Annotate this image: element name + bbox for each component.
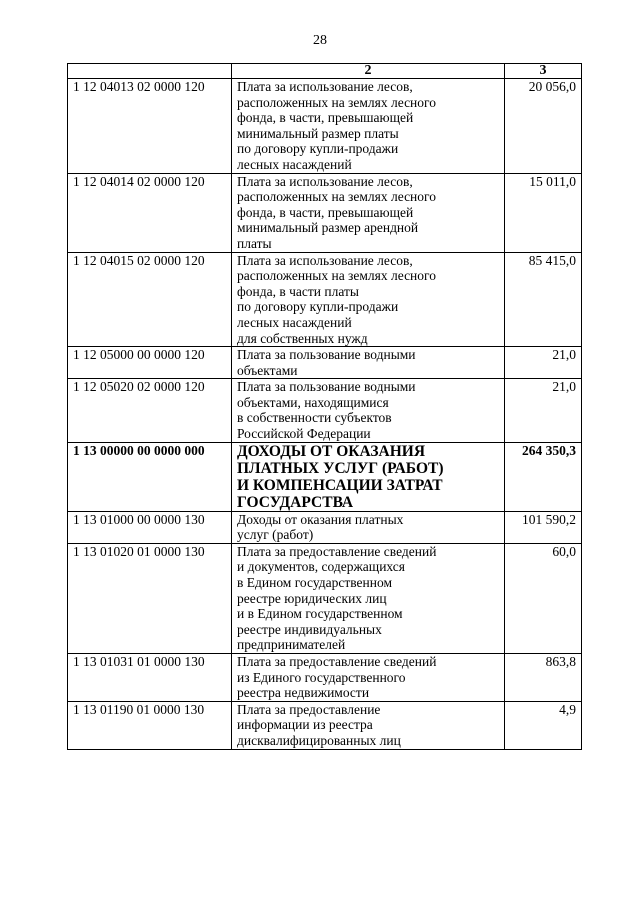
description-line: для собственных нужд [237,330,368,346]
row-description [232,379,505,442]
description-line: Плата за предоставление сведений [237,543,437,559]
amount: 60,0 [505,543,582,653]
header-col-3: 3 [505,64,582,79]
description-line: в Едином государственном [237,575,392,591]
description-line: минимальный размер арендной [237,220,419,236]
amount: 20 056,0 [505,79,582,174]
description-line: ДОХОДЫ ОТ ОКАЗАНИЯ [237,442,426,460]
table-row [68,511,582,543]
description-line: и документов, содержащихся [237,559,405,575]
description-line: информации из реестра [237,717,373,733]
description-line: объектами [237,362,298,378]
description-line: лесных насаждений [237,156,352,172]
table-row [68,347,582,379]
row-description [232,79,505,174]
row-description [232,442,505,511]
budget-code: 1 12 04014 02 0000 120 [68,173,232,252]
table-row [68,379,582,442]
table-row [68,543,582,653]
row-description [232,347,505,379]
description-line: расположенных на землях лесного [237,94,436,110]
table-row [68,252,582,347]
amount: 101 590,2 [505,511,582,543]
description-line: Плата за пользование водными [237,347,416,363]
description-line: фонда, в части, превышающей [237,204,414,220]
amount: 21,0 [505,379,582,442]
table-row [68,173,582,252]
description-line: Плата за использование лесов, [237,79,413,94]
row-description [232,543,505,653]
row-description [232,173,505,252]
amount: 21,0 [505,347,582,379]
description-line: реестре индивидуальных [237,621,382,637]
description-line: предпринимателей [237,637,346,653]
amount: 4,9 [505,701,582,749]
description-line: платы [237,235,272,251]
amount: 264 350,3 [505,442,582,511]
description-line: Плата за использование лесов, [237,173,413,189]
budget-code: 1 13 01190 01 0000 130 [68,701,232,749]
description-line: Плата за предоставление сведений [237,654,437,669]
amount: 85 415,0 [505,252,582,347]
row-description [232,701,505,749]
table-row [68,701,582,749]
budget-code: 1 12 05000 00 0000 120 [68,347,232,379]
header-col-2: 2 [232,64,505,79]
description-line: фонда, в части платы [237,283,359,299]
description-line: услуг (работ) [237,527,314,543]
budget-code: 1 12 04015 02 0000 120 [68,252,232,347]
description-line: и в Едином государственном [237,606,403,622]
table-row-section-total [68,442,582,511]
table-row [68,79,582,174]
amount: 15 011,0 [505,173,582,252]
description-line: в собственности субъектов [237,410,392,426]
page-number: 28 [313,33,327,48]
description-line: минимальный размер платы [237,125,399,141]
amount: 863,8 [505,654,582,702]
budget-code: 1 13 00000 00 0000 000 [68,442,232,511]
budget-code: 1 13 01020 01 0000 130 [68,543,232,653]
description-line: лесных насаждений [237,314,352,330]
description-line: Доходы от оказания платных [237,511,404,527]
description-line: расположенных на землях лесного [237,268,436,284]
description-line: Плата за пользование водными [237,379,416,395]
description-line: Российской Федерации [237,426,371,442]
row-description [232,511,505,543]
description-line: реестра недвижимости [237,685,370,701]
budget-code: 1 12 05020 02 0000 120 [68,379,232,442]
budget-table [67,63,582,750]
description-line: ПЛАТНЫХ УСЛУГ (РАБОТ) [237,459,444,477]
description-line: Плата за использование лесов, [237,252,413,268]
table-header-row [68,64,582,79]
description-line: И КОМПЕНСАЦИИ ЗАТРАТ [237,476,443,494]
description-line: дисквалифицированных лиц [237,732,401,748]
description-line: реестре юридических лиц [237,590,387,606]
description-line: по договору купли-продажи [237,141,399,157]
row-description [232,252,505,347]
row-description [232,654,505,702]
budget-code: 1 12 04013 02 0000 120 [68,79,232,174]
budget-code: 1 13 01000 00 0000 130 [68,511,232,543]
budget-code: 1 13 01031 01 0000 130 [68,654,232,702]
description-line: объектами, находящимися [237,394,389,410]
description-line: ГОСУДАРСТВА [237,493,354,511]
description-line: из Единого государственного [237,669,406,685]
description-line: расположенных на землях лесного [237,189,436,205]
description-line: фонда, в части, превышающей [237,110,414,126]
description-line: Плата за предоставление [237,701,381,717]
table-row [68,654,582,702]
description-line: по договору купли-продажи [237,299,399,315]
header-col-1 [68,64,232,79]
